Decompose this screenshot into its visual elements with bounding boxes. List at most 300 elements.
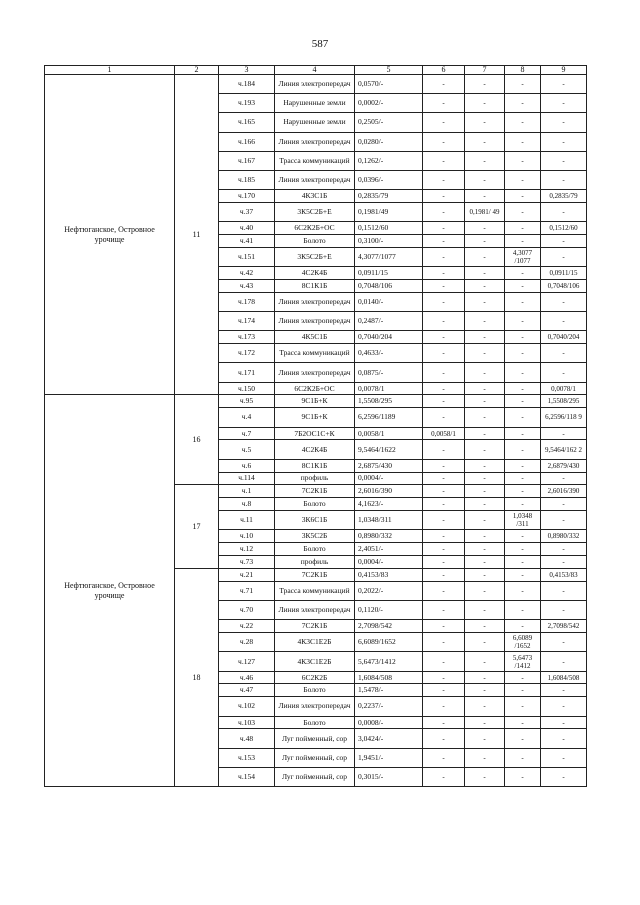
value-cell-6: -	[423, 652, 465, 671]
header-cell: 7	[465, 66, 505, 75]
value-cell-6: -	[423, 312, 465, 331]
plot-number-cell: ч.4	[219, 408, 275, 427]
header-row	[45, 66, 587, 75]
value-cell-6: -	[423, 440, 465, 459]
value-cell-7: -	[465, 113, 505, 132]
value-cell-8: -	[505, 331, 541, 344]
value-cell-6: -	[423, 767, 465, 786]
value-cell-6: -	[423, 222, 465, 235]
value-cell-9: -	[541, 767, 587, 786]
value-cell-9: -	[541, 684, 587, 697]
value-cell-9: 0,4153/83	[541, 569, 587, 582]
value-cell-6: -	[423, 684, 465, 697]
value-cell-8: -	[505, 312, 541, 331]
area-volume-cell: 3,0424/-	[355, 729, 423, 748]
value-cell-8: -	[505, 427, 541, 440]
value-cell-7: -	[465, 382, 505, 395]
value-cell-7: -	[465, 671, 505, 684]
value-cell-8: -	[505, 530, 541, 543]
plot-number-cell: ч.40	[219, 222, 275, 235]
value-cell-6: -	[423, 543, 465, 556]
area-volume-cell: 0,2835/79	[355, 190, 423, 203]
plot-number-cell: ч.28	[219, 633, 275, 652]
composition-cell: 7С2К1Б	[275, 620, 355, 633]
plot-number-cell: ч.178	[219, 292, 275, 311]
value-cell-6: -	[423, 459, 465, 472]
composition-cell: 6С2К2Б	[275, 671, 355, 684]
area-volume-cell: 0,1262/-	[355, 151, 423, 170]
area-volume-cell: 0,0911/15	[355, 267, 423, 280]
area-volume-cell: 2,4051/-	[355, 543, 423, 556]
composition-cell: 7Б2ОС1С+К	[275, 427, 355, 440]
plot-number-cell: ч.151	[219, 247, 275, 266]
value-cell-6: -	[423, 113, 465, 132]
value-cell-6: -	[423, 671, 465, 684]
area-volume-cell: 0,0004/-	[355, 472, 423, 485]
plot-number-cell: ч.174	[219, 312, 275, 331]
value-cell-6: -	[423, 581, 465, 600]
value-cell-9: -	[541, 94, 587, 113]
value-cell-7: -	[465, 652, 505, 671]
area-volume-cell: 0,0280/-	[355, 132, 423, 151]
value-cell-9: -	[541, 472, 587, 485]
area-volume-cell: 0,1981/49	[355, 203, 423, 222]
table-body	[45, 75, 587, 787]
composition-cell: Нарушенные земли	[275, 113, 355, 132]
area-volume-cell: 0,0140/-	[355, 292, 423, 311]
value-cell-6: -	[423, 716, 465, 729]
area-volume-cell: 0,3100/-	[355, 235, 423, 248]
value-cell-6: -	[423, 75, 465, 94]
value-cell-9: -	[541, 235, 587, 248]
area-volume-cell: 1,0348/311	[355, 511, 423, 530]
composition-cell: 4К3С1Е2Б	[275, 633, 355, 652]
value-cell-7: -	[465, 729, 505, 748]
table-row	[45, 395, 587, 408]
plot-number-cell: ч.127	[219, 652, 275, 671]
plot-number-cell: ч.22	[219, 620, 275, 633]
quarter-number-cell: 11	[175, 75, 219, 395]
value-cell-8: -	[505, 344, 541, 363]
value-cell-8: 5,6473 /1412	[505, 652, 541, 671]
composition-cell: 4С2К4Б	[275, 440, 355, 459]
area-name-cell: Нефтюганское, Островное урочище	[45, 75, 175, 395]
composition-cell: Линия электропередач	[275, 697, 355, 716]
value-cell-8: -	[505, 170, 541, 189]
value-cell-9: 2,6879/430	[541, 459, 587, 472]
value-cell-7: -	[465, 312, 505, 331]
composition-cell: 4С2К4Б	[275, 267, 355, 280]
area-volume-cell: 0,2505/-	[355, 113, 423, 132]
value-cell-7: -	[465, 75, 505, 94]
value-cell-6: -	[423, 170, 465, 189]
value-cell-7: -	[465, 498, 505, 511]
plot-number-cell: ч.154	[219, 767, 275, 786]
composition-cell: Болото	[275, 235, 355, 248]
value-cell-7: -	[465, 716, 505, 729]
value-cell-7: -	[465, 267, 505, 280]
value-cell-7: -	[465, 569, 505, 582]
value-cell-9: -	[541, 344, 587, 363]
plot-number-cell: ч.48	[219, 729, 275, 748]
value-cell-8: -	[505, 459, 541, 472]
plot-number-cell: ч.184	[219, 75, 275, 94]
plot-number-cell: ч.1	[219, 485, 275, 498]
value-cell-6: -	[423, 556, 465, 569]
plot-number-cell: ч.12	[219, 543, 275, 556]
area-volume-cell: 0,7048/106	[355, 280, 423, 293]
value-cell-8: -	[505, 498, 541, 511]
area-volume-cell: 6,2596/1189	[355, 408, 423, 427]
value-cell-8: -	[505, 581, 541, 600]
area-volume-cell: 0,2487/-	[355, 312, 423, 331]
value-cell-7: -	[465, 363, 505, 382]
value-cell-9: -	[541, 312, 587, 331]
value-cell-7: -	[465, 767, 505, 786]
value-cell-7: -	[465, 472, 505, 485]
value-cell-6: -	[423, 498, 465, 511]
value-cell-6: -	[423, 267, 465, 280]
value-cell-6: -	[423, 395, 465, 408]
plot-number-cell: ч.73	[219, 556, 275, 569]
value-cell-7: -	[465, 292, 505, 311]
value-cell-7: -	[465, 132, 505, 151]
composition-cell: Линия электропередач	[275, 363, 355, 382]
value-cell-7: -	[465, 601, 505, 620]
plot-number-cell: ч.8	[219, 498, 275, 511]
value-cell-8: -	[505, 440, 541, 459]
header-cell: 9	[541, 66, 587, 75]
composition-cell: Трасса коммуникаций	[275, 344, 355, 363]
plot-number-cell: ч.37	[219, 203, 275, 222]
area-volume-cell: 0,2237/-	[355, 697, 423, 716]
table-row	[45, 75, 587, 94]
header-cell: 6	[423, 66, 465, 75]
value-cell-9: 1,5508/295	[541, 395, 587, 408]
value-cell-7: -	[465, 247, 505, 266]
plot-number-cell: ч.7	[219, 427, 275, 440]
plot-number-cell: ч.172	[219, 344, 275, 363]
value-cell-9: -	[541, 203, 587, 222]
value-cell-6: -	[423, 633, 465, 652]
plot-number-cell: ч.102	[219, 697, 275, 716]
value-cell-7: -	[465, 427, 505, 440]
value-cell-8: -	[505, 382, 541, 395]
value-cell-8: -	[505, 94, 541, 113]
plot-number-cell: ч.70	[219, 601, 275, 620]
value-cell-6: -	[423, 382, 465, 395]
value-cell-8: 6,6089 /1652	[505, 633, 541, 652]
header-cell: 8	[505, 66, 541, 75]
value-cell-9: 6,2596/118 9	[541, 408, 587, 427]
composition-cell: Линия электропередач	[275, 75, 355, 94]
area-volume-cell: 2,6016/390	[355, 485, 423, 498]
plot-number-cell: ч.114	[219, 472, 275, 485]
value-cell-9: 2,7098/542	[541, 620, 587, 633]
value-cell-8: -	[505, 151, 541, 170]
composition-cell: Болото	[275, 498, 355, 511]
plot-number-cell: ч.165	[219, 113, 275, 132]
value-cell-9: -	[541, 75, 587, 94]
plot-number-cell: ч.167	[219, 151, 275, 170]
value-cell-7: -	[465, 684, 505, 697]
composition-cell: 7С2К1Б	[275, 569, 355, 582]
area-volume-cell: 0,1120/-	[355, 601, 423, 620]
plot-number-cell: ч.11	[219, 511, 275, 530]
composition-cell: Болото	[275, 684, 355, 697]
plot-number-cell: ч.150	[219, 382, 275, 395]
value-cell-8: -	[505, 472, 541, 485]
composition-cell: Луг пойменный, сор	[275, 729, 355, 748]
value-cell-9: 2,6016/390	[541, 485, 587, 498]
value-cell-9: -	[541, 363, 587, 382]
area-volume-cell: 0,0078/1	[355, 382, 423, 395]
value-cell-7: -	[465, 331, 505, 344]
composition-cell: Болото	[275, 716, 355, 729]
composition-cell: 6С2К2Б+ОС	[275, 222, 355, 235]
area-volume-cell: 0,4153/83	[355, 569, 423, 582]
value-cell-7: -	[465, 235, 505, 248]
value-cell-6: -	[423, 511, 465, 530]
value-cell-8: -	[505, 556, 541, 569]
value-cell-6: -	[423, 408, 465, 427]
area-volume-cell: 2,7098/542	[355, 620, 423, 633]
plot-number-cell: ч.43	[219, 280, 275, 293]
area-volume-cell: 0,0058/1	[355, 427, 423, 440]
value-cell-6: -	[423, 363, 465, 382]
value-cell-8: -	[505, 292, 541, 311]
composition-cell: 3К5С2Б	[275, 530, 355, 543]
value-cell-7: -	[465, 344, 505, 363]
value-cell-8: -	[505, 203, 541, 222]
value-cell-7: -	[465, 222, 505, 235]
value-cell-9: -	[541, 427, 587, 440]
value-cell-8: -	[505, 697, 541, 716]
value-cell-9: -	[541, 652, 587, 671]
value-cell-8: -	[505, 408, 541, 427]
area-volume-cell: 0,3015/-	[355, 767, 423, 786]
value-cell-8: -	[505, 280, 541, 293]
value-cell-9: -	[541, 601, 587, 620]
plot-number-cell: ч.46	[219, 671, 275, 684]
composition-cell: 8С1К1Б	[275, 459, 355, 472]
value-cell-9: -	[541, 151, 587, 170]
plot-number-cell: ч.173	[219, 331, 275, 344]
forest-allotment-table	[44, 65, 587, 787]
value-cell-7: -	[465, 190, 505, 203]
value-cell-7: -	[465, 280, 505, 293]
header-cell: 3	[219, 66, 275, 75]
value-cell-6: -	[423, 748, 465, 767]
plot-number-cell: ч.153	[219, 748, 275, 767]
header-cell: 5	[355, 66, 423, 75]
value-cell-6: -	[423, 569, 465, 582]
composition-cell: 9С1Б+К	[275, 408, 355, 427]
composition-cell: Луг пойменный, сор	[275, 748, 355, 767]
value-cell-8: -	[505, 543, 541, 556]
header-cell: 2	[175, 66, 219, 75]
composition-cell: Нарушенные земли	[275, 94, 355, 113]
value-cell-8: -	[505, 767, 541, 786]
area-volume-cell: 5,6473/1412	[355, 652, 423, 671]
value-cell-6: -	[423, 601, 465, 620]
composition-cell: 4К3С1Б	[275, 190, 355, 203]
value-cell-6: -	[423, 190, 465, 203]
plot-number-cell: ч.41	[219, 235, 275, 248]
value-cell-9: -	[541, 729, 587, 748]
composition-cell: 4К5С1Б	[275, 331, 355, 344]
composition-cell: 3К5С2Б+Е	[275, 247, 355, 266]
value-cell-8: -	[505, 363, 541, 382]
area-volume-cell: 2,6875/430	[355, 459, 423, 472]
value-cell-7: -	[465, 581, 505, 600]
value-cell-8: -	[505, 716, 541, 729]
value-cell-6: -	[423, 292, 465, 311]
value-cell-8: -	[505, 684, 541, 697]
composition-cell: Линия электропередач	[275, 601, 355, 620]
composition-cell: профиль	[275, 472, 355, 485]
area-volume-cell: 6,6089/1652	[355, 633, 423, 652]
value-cell-6: -	[423, 620, 465, 633]
area-volume-cell: 1,5478/-	[355, 684, 423, 697]
composition-cell: Трасса коммуникаций	[275, 151, 355, 170]
area-volume-cell: 0,8980/332	[355, 530, 423, 543]
value-cell-6: -	[423, 151, 465, 170]
area-volume-cell: 0,0875/-	[355, 363, 423, 382]
plot-number-cell: ч.170	[219, 190, 275, 203]
composition-cell: 6С2К2Б+ОС	[275, 382, 355, 395]
value-cell-7: -	[465, 633, 505, 652]
composition-cell: Трасса коммуникаций	[275, 581, 355, 600]
area-volume-cell: 0,1512/60	[355, 222, 423, 235]
plot-number-cell: ч.95	[219, 395, 275, 408]
plot-number-cell: ч.5	[219, 440, 275, 459]
plot-number-cell: ч.6	[219, 459, 275, 472]
value-cell-7: 0,1981/ 49	[465, 203, 505, 222]
value-cell-8: -	[505, 267, 541, 280]
value-cell-8: 4,3077 /1077	[505, 247, 541, 266]
composition-cell: Луг пойменный, сор	[275, 767, 355, 786]
composition-cell: 3К5С2Б+Е	[275, 203, 355, 222]
composition-cell: 4К3С1Е2Б	[275, 652, 355, 671]
area-volume-cell: 4,1623/-	[355, 498, 423, 511]
value-cell-6: -	[423, 247, 465, 266]
value-cell-6: 0,0058/1	[423, 427, 465, 440]
value-cell-9: -	[541, 511, 587, 530]
quarter-number-cell: 18	[175, 569, 219, 787]
plot-number-cell: ч.47	[219, 684, 275, 697]
value-cell-9: -	[541, 113, 587, 132]
value-cell-8: -	[505, 485, 541, 498]
value-cell-9: 0,0078/1	[541, 382, 587, 395]
value-cell-7: -	[465, 94, 505, 113]
header-cell: 4	[275, 66, 355, 75]
area-volume-cell: 9,5464/1622	[355, 440, 423, 459]
header-cell: 1	[45, 66, 175, 75]
value-cell-7: -	[465, 556, 505, 569]
composition-cell: 8С1К1Б	[275, 280, 355, 293]
value-cell-7: -	[465, 620, 505, 633]
area-volume-cell: 0,0004/-	[355, 556, 423, 569]
value-cell-8: -	[505, 235, 541, 248]
value-cell-7: -	[465, 151, 505, 170]
value-cell-9: 1,6084/508	[541, 671, 587, 684]
composition-cell: 7С2К1Б	[275, 485, 355, 498]
value-cell-8: -	[505, 222, 541, 235]
value-cell-6: -	[423, 132, 465, 151]
value-cell-9: -	[541, 170, 587, 189]
value-cell-7: -	[465, 543, 505, 556]
value-cell-9: 0,7040/204	[541, 331, 587, 344]
value-cell-7: -	[465, 170, 505, 189]
value-cell-9: -	[541, 633, 587, 652]
value-cell-8: -	[505, 190, 541, 203]
value-cell-9: -	[541, 247, 587, 266]
area-volume-cell: 0,4633/-	[355, 344, 423, 363]
value-cell-8: -	[505, 601, 541, 620]
area-volume-cell: 1,6084/508	[355, 671, 423, 684]
composition-cell: Болото	[275, 543, 355, 556]
value-cell-6: -	[423, 729, 465, 748]
area-volume-cell: 0,0002/-	[355, 94, 423, 113]
quarter-number-cell: 17	[175, 485, 219, 569]
value-cell-7: -	[465, 748, 505, 767]
value-cell-7: -	[465, 697, 505, 716]
area-volume-cell: 1,9451/-	[355, 748, 423, 767]
value-cell-8: -	[505, 729, 541, 748]
area-volume-cell: 0,0008/-	[355, 716, 423, 729]
value-cell-9: -	[541, 543, 587, 556]
area-volume-cell: 0,0396/-	[355, 170, 423, 189]
value-cell-9: 0,8980/332	[541, 530, 587, 543]
plot-number-cell: ч.171	[219, 363, 275, 382]
value-cell-8: -	[505, 620, 541, 633]
value-cell-9: -	[541, 498, 587, 511]
plot-number-cell: ч.166	[219, 132, 275, 151]
value-cell-7: -	[465, 485, 505, 498]
value-cell-6: -	[423, 203, 465, 222]
area-volume-cell: 0,7040/204	[355, 331, 423, 344]
value-cell-6: -	[423, 530, 465, 543]
composition-cell: 3К6С1Б	[275, 511, 355, 530]
area-name-cell: Нефтюганское, Островное урочище	[45, 395, 175, 787]
area-volume-cell: 0,0570/-	[355, 75, 423, 94]
value-cell-6: -	[423, 94, 465, 113]
value-cell-7: -	[465, 440, 505, 459]
value-cell-9: 9,5464/162 2	[541, 440, 587, 459]
value-cell-8: -	[505, 75, 541, 94]
value-cell-7: -	[465, 530, 505, 543]
value-cell-9: -	[541, 581, 587, 600]
page-number: 587	[311, 38, 329, 50]
composition-cell: профиль	[275, 556, 355, 569]
value-cell-9: -	[541, 556, 587, 569]
value-cell-9: -	[541, 697, 587, 716]
value-cell-6: -	[423, 472, 465, 485]
value-cell-9: -	[541, 292, 587, 311]
value-cell-6: -	[423, 485, 465, 498]
value-cell-9: 0,7048/106	[541, 280, 587, 293]
value-cell-6: -	[423, 280, 465, 293]
value-cell-9: 0,2835/79	[541, 190, 587, 203]
plot-number-cell: ч.71	[219, 581, 275, 600]
plot-number-cell: ч.21	[219, 569, 275, 582]
composition-cell: Линия электропередач	[275, 292, 355, 311]
composition-cell: Линия электропередач	[275, 132, 355, 151]
plot-number-cell: ч.10	[219, 530, 275, 543]
value-cell-8: -	[505, 132, 541, 151]
value-cell-9: -	[541, 716, 587, 729]
